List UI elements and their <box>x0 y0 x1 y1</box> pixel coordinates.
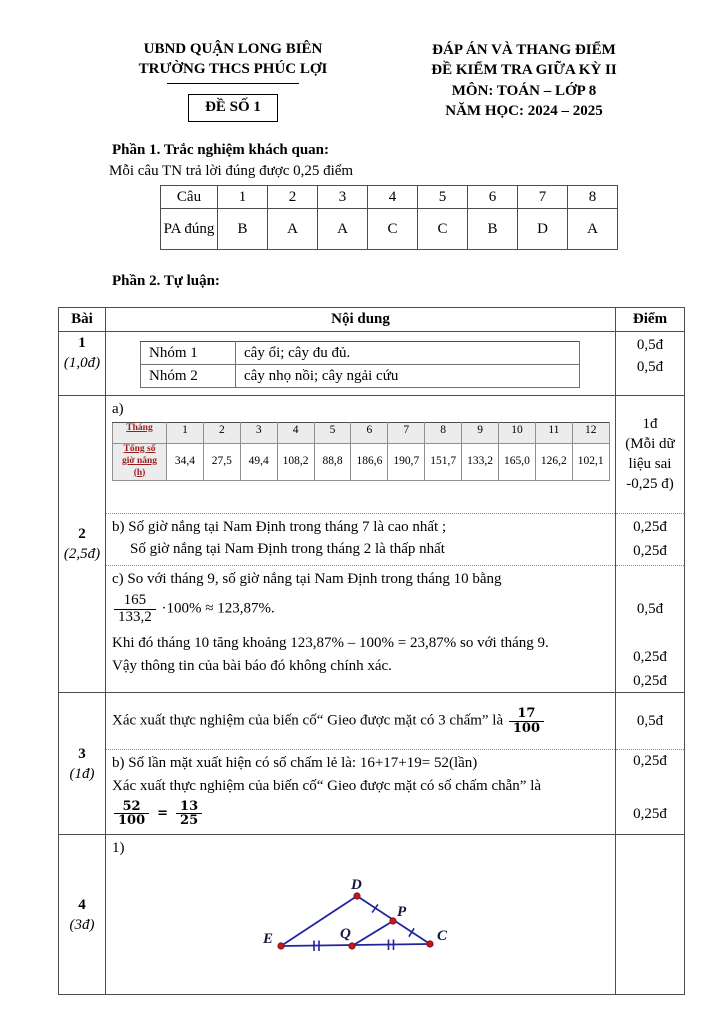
hours-value: 186,6 <box>351 443 388 480</box>
sunshine-hours-table <box>112 422 610 481</box>
group-text: cây nhọ nồi; cây ngải cứu <box>236 364 580 387</box>
col-header-bai: Bài <box>59 308 106 331</box>
row3b-content-cell <box>106 750 616 835</box>
point-value: 0,5đ <box>636 713 664 730</box>
label-C: C <box>437 927 448 944</box>
hours-value: 133,2 <box>462 443 499 480</box>
row3a-points-cell <box>616 693 685 750</box>
point-value: 0,5đ <box>636 600 664 617</box>
bai-4-cell <box>59 835 106 995</box>
point-value: 0,5đ <box>636 358 664 375</box>
point-value: 0,25đ <box>633 542 667 559</box>
part1-title: Phần 1. Trắc nghiệm khách quan: <box>112 141 329 158</box>
fraction: $\frac{52}{100}$ <box>114 800 149 828</box>
group-row <box>141 341 580 364</box>
bai-number: 4 <box>78 896 86 913</box>
group-label: Nhóm 1 <box>141 341 236 364</box>
month: 7 <box>388 422 425 443</box>
hours-value: 88,8 <box>314 443 351 480</box>
title-line4: NĂM HỌC: 2024 – 2025 <box>445 102 603 119</box>
rubric-header-row <box>59 308 685 331</box>
question-number: 2 <box>268 186 318 209</box>
col-header-diem: Điểm <box>616 308 685 331</box>
sub-item-label: 1) <box>112 840 125 857</box>
sub-item-label: a) <box>112 400 124 417</box>
question-number: 6 <box>468 186 518 209</box>
rubric-row-3a <box>59 693 685 750</box>
answer-line: Xác xuất thực nghiệm của biến cố“ Gieo được mặt có 3 chấm” là <box>112 712 504 729</box>
month: 6 <box>351 422 388 443</box>
hours-col-label: Tổng số giờ nắng (h) <box>113 443 167 480</box>
row3a-content-cell <box>106 693 616 750</box>
group-row <box>141 364 580 387</box>
row1-content-cell <box>106 331 616 395</box>
point-value: 0,25đ <box>633 805 667 822</box>
point-P <box>390 917 396 923</box>
rubric-row-2c <box>59 565 685 693</box>
rubric-row-3b <box>59 750 685 835</box>
answer-cell: C <box>368 209 418 250</box>
bai-number: 1 <box>78 334 86 351</box>
month: 2 <box>203 422 240 443</box>
hours-value: 151,7 <box>425 443 462 480</box>
plant-group-table <box>140 341 580 389</box>
hours-value: 190,7 <box>388 443 425 480</box>
answer-line: b) Số giờ nắng tại Nam Định trong tháng 7 là cao nhất ; <box>112 518 447 535</box>
row1-points-cell <box>616 331 685 395</box>
fraction: $\frac{13}{25}$ <box>176 800 202 828</box>
bai-1-cell <box>59 331 106 395</box>
answer-cell: A <box>568 209 618 250</box>
hours-value: 126,2 <box>535 443 572 480</box>
answer-cell: A <box>268 209 318 250</box>
bai-points: (3đ) <box>69 916 95 933</box>
correct-answer-row <box>161 209 618 250</box>
row2b-points-cell <box>616 513 685 565</box>
part1-note: Mỗi câu TN trả lời đúng được 0,25 điểm <box>109 162 354 179</box>
row-label: Câu <box>161 186 218 209</box>
row3b-points-cell <box>616 750 685 835</box>
triangle-figure <box>230 875 490 985</box>
bai-points: (1đ) <box>69 765 95 782</box>
month-col-label: Tháng <box>113 422 167 443</box>
title-line1: ĐÁP ÁN VÀ THANG ĐIỂM <box>432 42 616 58</box>
row2a-content-cell <box>106 395 616 513</box>
org-line1: UBND QUẬN LONG BIÊN <box>143 41 323 57</box>
title-line2: ĐỀ KIỂM TRA GIỮA KỲ II <box>431 62 617 79</box>
answer-cell: D <box>518 209 568 250</box>
col-header-noidung: Nội dung <box>106 308 616 331</box>
row2b-content-cell <box>106 513 616 565</box>
answer-line: Vậy thông tin của bài báo đó không chính xác. <box>112 657 392 674</box>
point-note: (Mỗi dữ liệu sai -0,25 đ) <box>625 435 675 493</box>
month: 1 <box>167 422 204 443</box>
part2-title: Phần 2. Tự luận: <box>112 273 220 289</box>
document-header <box>58 40 684 122</box>
rubric-row-4 <box>59 835 685 995</box>
group-label: Nhóm 2 <box>141 364 236 387</box>
rubric-row-1 <box>59 331 685 395</box>
point-value: 0,25đ <box>633 753 667 770</box>
month: 3 <box>240 422 277 443</box>
answer-cell: B <box>468 209 518 250</box>
answer-key-table <box>160 185 618 250</box>
point-value: 0,25đ <box>633 673 667 689</box>
label-Q: Q <box>340 925 351 942</box>
label-E: E <box>263 930 274 947</box>
equals-sign: = <box>157 806 169 822</box>
row2c-content-cell <box>106 565 616 693</box>
question-number: 7 <box>518 186 568 209</box>
row2a-points-cell <box>616 395 685 513</box>
point-C <box>427 940 433 946</box>
exam-title-block <box>389 40 659 121</box>
hours-value: 108,2 <box>277 443 314 480</box>
month-header-row <box>113 422 610 443</box>
row4-content-cell <box>106 835 616 995</box>
calculation-line <box>112 591 609 628</box>
calculation-line <box>112 798 609 830</box>
answer-line: Khi đó tháng 10 tăng khoảng 123,87% – 100% = 23,87% so với tháng 9. <box>112 635 549 652</box>
answer-cell: B <box>218 209 268 250</box>
org-line2: TRƯỜNG THCS PHÚC LỢI <box>138 60 328 77</box>
month: 10 <box>499 422 536 443</box>
question-number-row <box>161 186 618 209</box>
answer-line: Xác xuất thực nghiệm của biến cố“ Gieo được mặt có số chấm chẵn” là <box>112 777 542 794</box>
fraction: $\frac{165}{133,2}$ <box>114 593 156 626</box>
org-underline <box>167 82 299 84</box>
exam-code-badge: ĐỀ SỐ 1 <box>188 94 278 122</box>
group-text: cây ổi; cây đu đủ. <box>236 341 580 364</box>
hours-value: 102,1 <box>572 443 609 480</box>
rubric-row-2b <box>59 513 685 565</box>
rubric-row-2a <box>59 395 685 513</box>
point-value: 1đ <box>642 415 658 432</box>
hours-value: 49,4 <box>240 443 277 480</box>
rubric-table <box>58 307 685 995</box>
point-E <box>278 942 284 948</box>
point-value: 0,25đ <box>633 518 667 535</box>
hours-value-row <box>113 443 610 480</box>
fraction: $\frac{17}{100}$ <box>509 707 544 735</box>
point-Q <box>349 942 355 948</box>
label-P: P <box>397 903 407 920</box>
point-value: 0,25đ <box>633 648 667 665</box>
label-D: D <box>351 876 362 893</box>
question-number: 5 <box>418 186 468 209</box>
answer-line: b) Số lần mặt xuất hiện có số chấm lẻ là: 16+17+19= 52(lần) <box>112 755 478 772</box>
answer-line: Số giờ nắng tại Nam Định trong tháng 2 là thấp nhất <box>130 540 445 557</box>
answer-cell: C <box>418 209 468 250</box>
row2c-points-cell <box>616 565 685 693</box>
month: 12 <box>572 422 609 443</box>
month: 5 <box>314 422 351 443</box>
point-D <box>354 892 360 898</box>
bai-number: 2 <box>78 525 86 542</box>
answer-cell: A <box>318 209 368 250</box>
hours-value: 34,4 <box>167 443 204 480</box>
month: 11 <box>535 422 572 443</box>
row-label: PA đúng <box>161 209 218 250</box>
hours-value: 27,5 <box>203 443 240 480</box>
month: 4 <box>277 422 314 443</box>
title-line3: MÔN: TOÁN – LỚP 8 <box>451 82 597 99</box>
month: 9 <box>462 422 499 443</box>
question-number: 4 <box>368 186 418 209</box>
bai-number: 3 <box>78 745 86 762</box>
bai-3-cell <box>59 693 106 835</box>
point-value: 0,5đ <box>636 336 664 353</box>
bai-points: (1,0đ) <box>63 354 101 371</box>
bai-points: (2,5đ) <box>63 545 101 562</box>
question-number: 3 <box>318 186 368 209</box>
question-number: 8 <box>568 186 618 209</box>
bai-2-cell <box>59 395 106 693</box>
month: 8 <box>425 422 462 443</box>
row4-points-cell <box>616 835 685 995</box>
issuing-org-block <box>108 40 358 122</box>
segment-QP <box>352 921 393 946</box>
answer-line: c) So với tháng 9, số giờ nắng tại Nam Định trong tháng 10 bằng <box>112 570 502 587</box>
hours-value: 165,0 <box>499 443 536 480</box>
question-number: 1 <box>218 186 268 209</box>
calculation-tail: ·100% ≈ 123,87%. <box>161 600 275 617</box>
